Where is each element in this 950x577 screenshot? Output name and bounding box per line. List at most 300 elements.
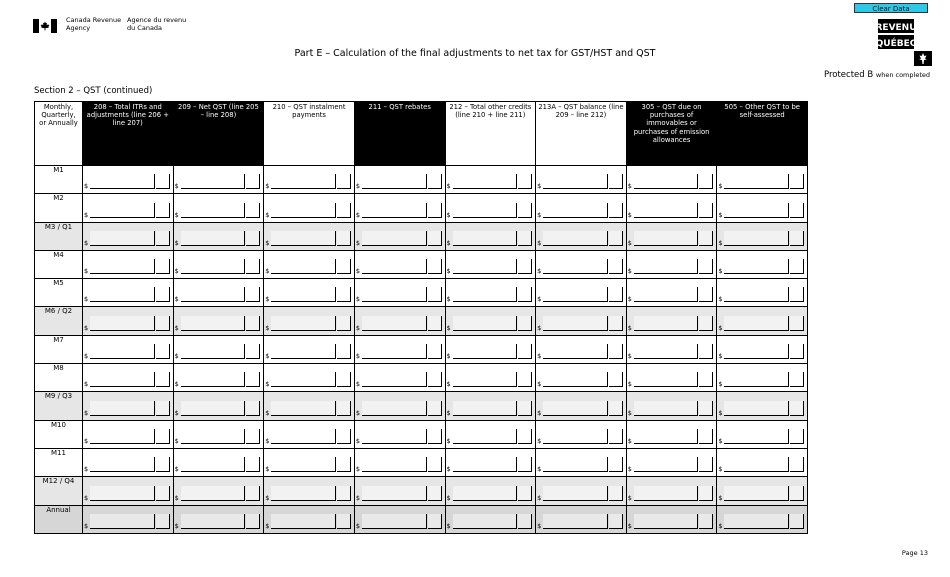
period-label: M1 xyxy=(35,166,83,194)
amount-cents-field[interactable] xyxy=(246,344,260,359)
amount-dollars-field[interactable] xyxy=(543,259,608,274)
amount-dollars-field[interactable] xyxy=(543,401,608,416)
amount-cents-field[interactable] xyxy=(156,344,170,359)
amount-dollars-field[interactable] xyxy=(181,316,246,331)
amount-dollars-field[interactable] xyxy=(362,203,427,218)
amount-cents-field[interactable] xyxy=(246,231,260,246)
amount-cents-field[interactable] xyxy=(790,174,804,189)
dollar-sign: $ xyxy=(84,238,89,247)
amount-cents-field[interactable] xyxy=(699,174,713,189)
dollar-sign: $ xyxy=(265,238,270,247)
amount-cell xyxy=(264,505,355,533)
dollar-sign: $ xyxy=(446,323,451,332)
amount-dollars-field[interactable] xyxy=(543,287,608,302)
amount-cents-field[interactable] xyxy=(699,457,713,472)
dollar-sign: $ xyxy=(174,210,179,219)
amount-cents-field[interactable] xyxy=(246,457,260,472)
amount-dollars-field[interactable] xyxy=(181,259,246,274)
amount-cents-field[interactable] xyxy=(428,287,442,302)
amount-dollars-field[interactable] xyxy=(724,429,789,444)
amount-dollars-field[interactable] xyxy=(362,514,427,529)
amount-cents-field[interactable] xyxy=(156,401,170,416)
amount-cents-field[interactable] xyxy=(699,486,713,501)
amount-cents-field[interactable] xyxy=(337,514,351,529)
amount-cell xyxy=(445,364,536,392)
amount-dollars-field[interactable] xyxy=(90,514,155,529)
amount-dollars-field[interactable] xyxy=(543,316,608,331)
amount-dollars-field[interactable] xyxy=(362,429,427,444)
amount-dollars-field[interactable] xyxy=(362,401,427,416)
dollar-sign: $ xyxy=(174,295,179,304)
amount-dollars-field[interactable] xyxy=(453,372,518,387)
amount-dollars-field[interactable] xyxy=(634,486,699,501)
amount-cents-field[interactable] xyxy=(699,514,713,529)
dollar-sign: $ xyxy=(718,436,723,445)
amount-dollars-field[interactable] xyxy=(543,514,608,529)
amount-dollars-field[interactable] xyxy=(362,316,427,331)
amount-cell xyxy=(264,392,355,420)
amount-dollars-field[interactable] xyxy=(181,401,246,416)
amount-cents-field[interactable] xyxy=(790,203,804,218)
dollar-sign: $ xyxy=(265,493,270,502)
amount-dollars-field[interactable] xyxy=(181,231,246,246)
amount-cents-field[interactable] xyxy=(609,372,623,387)
amount-cents-field[interactable] xyxy=(790,316,804,331)
amount-cents-field[interactable] xyxy=(790,259,804,274)
amount-cell xyxy=(173,250,264,278)
amount-cell xyxy=(173,307,264,335)
amount-dollars-field[interactable] xyxy=(724,514,789,529)
dollar-sign: $ xyxy=(265,295,270,304)
amount-cents-field[interactable] xyxy=(609,316,623,331)
table-row xyxy=(35,364,808,392)
amount-cents-field[interactable] xyxy=(790,514,804,529)
amount-dollars-field[interactable] xyxy=(181,457,246,472)
amount-dollars-field[interactable] xyxy=(724,401,789,416)
amount-cents-field[interactable] xyxy=(246,259,260,274)
amount-dollars-field[interactable] xyxy=(90,316,155,331)
amount-cents-field[interactable] xyxy=(609,259,623,274)
amount-dollars-field[interactable] xyxy=(453,344,518,359)
amount-cents-field[interactable] xyxy=(699,401,713,416)
amount-dollars-field[interactable] xyxy=(181,514,246,529)
amount-dollars-field[interactable] xyxy=(453,203,518,218)
amount-dollars-field[interactable] xyxy=(271,203,336,218)
amount-cell xyxy=(173,448,264,476)
amount-dollars-field[interactable] xyxy=(362,372,427,387)
column-header-1: 209 – Net QST (line 205 – line 208) xyxy=(173,102,264,166)
amount-cents-field[interactable] xyxy=(337,174,351,189)
amount-dollars-field[interactable] xyxy=(634,259,699,274)
amount-dollars-field[interactable] xyxy=(724,344,789,359)
amount-cents-field[interactable] xyxy=(156,203,170,218)
amount-dollars-field[interactable] xyxy=(90,401,155,416)
amount-cents-field[interactable] xyxy=(246,486,260,501)
amount-dollars-field[interactable] xyxy=(90,203,155,218)
amount-dollars-field[interactable] xyxy=(724,174,789,189)
amount-dollars-field[interactable] xyxy=(271,514,336,529)
dollar-sign: $ xyxy=(446,521,451,530)
amount-dollars-field[interactable] xyxy=(181,486,246,501)
amount-dollars-field[interactable] xyxy=(634,514,699,529)
amount-cents-field[interactable] xyxy=(609,514,623,529)
amount-cents-field[interactable] xyxy=(790,372,804,387)
period-label: Annual xyxy=(35,505,83,533)
amount-cents-field[interactable] xyxy=(337,231,351,246)
amount-cents-field[interactable] xyxy=(246,203,260,218)
dollar-sign: $ xyxy=(627,436,632,445)
amount-cents-field[interactable] xyxy=(790,486,804,501)
table-row xyxy=(35,222,808,250)
amount-cents-field[interactable] xyxy=(609,429,623,444)
amount-cents-field[interactable] xyxy=(156,174,170,189)
amount-cell xyxy=(626,420,717,448)
amount-cents-field[interactable] xyxy=(428,203,442,218)
amount-cents-field[interactable] xyxy=(790,429,804,444)
amount-dollars-field[interactable] xyxy=(90,231,155,246)
amount-dollars-field[interactable] xyxy=(543,203,608,218)
amount-dollars-field[interactable] xyxy=(271,287,336,302)
dollar-sign: $ xyxy=(355,493,361,502)
amount-cents-field[interactable] xyxy=(337,287,351,302)
amount-cents-field[interactable] xyxy=(518,316,532,331)
amount-cents-field[interactable] xyxy=(156,372,170,387)
amount-dollars-field[interactable] xyxy=(271,486,336,501)
amount-dollars-field[interactable] xyxy=(634,231,699,246)
amount-dollars-field[interactable] xyxy=(362,231,427,246)
amount-cents-field[interactable] xyxy=(156,231,170,246)
amount-dollars-field[interactable] xyxy=(362,287,427,302)
amount-cents-field[interactable] xyxy=(428,259,442,274)
amount-cents-field[interactable] xyxy=(156,259,170,274)
dollar-sign: $ xyxy=(627,465,632,474)
amount-dollars-field[interactable] xyxy=(634,457,699,472)
amount-cell xyxy=(536,335,627,363)
dollar-sign: $ xyxy=(84,436,89,445)
amount-cents-field[interactable] xyxy=(699,429,713,444)
amount-dollars-field[interactable] xyxy=(634,344,699,359)
amount-dollars-field[interactable] xyxy=(271,401,336,416)
amount-cents-field[interactable] xyxy=(246,514,260,529)
amount-cell xyxy=(536,477,627,505)
amount-dollars-field[interactable] xyxy=(634,401,699,416)
amount-cell xyxy=(354,250,445,278)
amount-dollars-field[interactable] xyxy=(271,316,336,331)
table-header-row xyxy=(35,102,808,166)
period-column-header: Monthly, Quarterly, or Annually xyxy=(35,102,83,166)
amount-cents-field[interactable] xyxy=(337,486,351,501)
table-row xyxy=(35,505,808,533)
amount-cents-field[interactable] xyxy=(609,457,623,472)
dollar-sign: $ xyxy=(84,267,89,276)
amount-cents-field[interactable] xyxy=(428,401,442,416)
amount-dollars-field[interactable] xyxy=(181,344,246,359)
amount-dollars-field[interactable] xyxy=(271,344,336,359)
amount-cell xyxy=(83,448,174,476)
dollar-sign: $ xyxy=(627,380,632,389)
amount-cents-field[interactable] xyxy=(428,457,442,472)
amount-cents-field[interactable] xyxy=(518,287,532,302)
dollar-sign: $ xyxy=(446,238,451,247)
amount-dollars-field[interactable] xyxy=(453,316,518,331)
amount-cents-field[interactable] xyxy=(428,174,442,189)
amount-dollars-field[interactable] xyxy=(543,429,608,444)
dollar-sign: $ xyxy=(537,238,542,247)
amount-cents-field[interactable] xyxy=(699,287,713,302)
canada-flag-icon xyxy=(33,19,57,33)
amount-cents-field[interactable] xyxy=(790,231,804,246)
amount-cents-field[interactable] xyxy=(699,231,713,246)
amount-cell xyxy=(445,194,536,222)
protected-text: Protected B xyxy=(823,70,874,80)
amount-dollars-field[interactable] xyxy=(453,514,518,529)
amount-dollars-field[interactable] xyxy=(543,486,608,501)
amount-cell xyxy=(717,335,808,363)
amount-cell xyxy=(536,279,627,307)
amount-dollars-field[interactable] xyxy=(362,344,427,359)
amount-dollars-field[interactable] xyxy=(724,203,789,218)
amount-cell xyxy=(445,250,536,278)
dollar-sign: $ xyxy=(265,267,270,276)
amount-dollars-field[interactable] xyxy=(362,457,427,472)
dollar-sign: $ xyxy=(265,436,270,445)
amount-cents-field[interactable] xyxy=(790,457,804,472)
amount-dollars-field[interactable] xyxy=(90,259,155,274)
amount-cents-field[interactable] xyxy=(428,372,442,387)
amount-dollars-field[interactable] xyxy=(634,429,699,444)
amount-cents-field[interactable] xyxy=(156,514,170,529)
amount-dollars-field[interactable] xyxy=(724,486,789,501)
amount-cell xyxy=(173,222,264,250)
amount-cents-field[interactable] xyxy=(609,486,623,501)
amount-cell xyxy=(354,279,445,307)
amount-dollars-field[interactable] xyxy=(453,486,518,501)
dollar-sign: $ xyxy=(355,408,361,417)
amount-dollars-field[interactable] xyxy=(271,174,336,189)
amount-cents-field[interactable] xyxy=(699,316,713,331)
amount-cents-field[interactable] xyxy=(246,287,260,302)
dollar-sign: $ xyxy=(265,408,270,417)
amount-cell xyxy=(173,279,264,307)
amount-dollars-field[interactable] xyxy=(453,259,518,274)
dollar-sign: $ xyxy=(355,521,361,530)
amount-dollars-field[interactable] xyxy=(724,372,789,387)
amount-cents-field[interactable] xyxy=(428,231,442,246)
amount-dollars-field[interactable] xyxy=(543,231,608,246)
amount-dollars-field[interactable] xyxy=(724,457,789,472)
amount-dollars-field[interactable] xyxy=(90,287,155,302)
amount-dollars-field[interactable] xyxy=(724,316,789,331)
amount-cents-field[interactable] xyxy=(428,514,442,529)
amount-dollars-field[interactable] xyxy=(543,457,608,472)
amount-cell xyxy=(717,250,808,278)
dollar-sign: $ xyxy=(265,352,270,361)
dollar-sign: $ xyxy=(537,408,542,417)
amount-dollars-field[interactable] xyxy=(181,429,246,444)
amount-dollars-field[interactable] xyxy=(271,372,336,387)
amount-cents-field[interactable] xyxy=(518,401,532,416)
amount-cents-field[interactable] xyxy=(699,344,713,359)
clear-data-button[interactable]: Clear Data xyxy=(854,3,928,13)
amount-cents-field[interactable] xyxy=(428,344,442,359)
amount-cents-field[interactable] xyxy=(609,174,623,189)
amount-cell xyxy=(717,392,808,420)
amount-dollars-field[interactable] xyxy=(271,457,336,472)
amount-dollars-field[interactable] xyxy=(181,287,246,302)
amount-dollars-field[interactable] xyxy=(634,174,699,189)
amount-dollars-field[interactable] xyxy=(90,372,155,387)
agency-name-fr: Agence du revenu du Canada xyxy=(127,16,187,32)
amount-cents-field[interactable] xyxy=(699,203,713,218)
period-label: M7 xyxy=(35,335,83,363)
amount-cents-field[interactable] xyxy=(337,344,351,359)
amount-cell xyxy=(445,477,536,505)
amount-cents-field[interactable] xyxy=(337,457,351,472)
amount-dollars-field[interactable] xyxy=(634,316,699,331)
amount-cell xyxy=(717,420,808,448)
amount-cents-field[interactable] xyxy=(609,344,623,359)
amount-dollars-field[interactable] xyxy=(634,372,699,387)
amount-dollars-field[interactable] xyxy=(90,457,155,472)
amount-cents-field[interactable] xyxy=(246,372,260,387)
amount-cents-field[interactable] xyxy=(609,287,623,302)
amount-cell xyxy=(717,364,808,392)
amount-dollars-field[interactable] xyxy=(453,401,518,416)
amount-cell xyxy=(83,279,174,307)
amount-dollars-field[interactable] xyxy=(362,174,427,189)
amount-cents-field[interactable] xyxy=(156,486,170,501)
amount-cents-field[interactable] xyxy=(337,429,351,444)
amount-dollars-field[interactable] xyxy=(724,287,789,302)
amount-cents-field[interactable] xyxy=(518,457,532,472)
amount-dollars-field[interactable] xyxy=(181,203,246,218)
dollar-sign: $ xyxy=(174,380,179,389)
amount-dollars-field[interactable] xyxy=(453,457,518,472)
amount-cents-field[interactable] xyxy=(428,486,442,501)
amount-cell xyxy=(264,222,355,250)
amount-cents-field[interactable] xyxy=(609,231,623,246)
amount-cell xyxy=(173,166,264,194)
amount-cell xyxy=(626,279,717,307)
amount-cents-field[interactable] xyxy=(246,401,260,416)
dollar-sign: $ xyxy=(174,465,179,474)
dollar-sign: $ xyxy=(84,182,89,191)
amount-dollars-field[interactable] xyxy=(181,372,246,387)
amount-dollars-field[interactable] xyxy=(634,203,699,218)
amount-cell xyxy=(445,222,536,250)
amount-cell xyxy=(83,194,174,222)
amount-cents-field[interactable] xyxy=(518,203,532,218)
amount-cents-field[interactable] xyxy=(246,316,260,331)
amount-dollars-field[interactable] xyxy=(90,429,155,444)
amount-cents-field[interactable] xyxy=(156,429,170,444)
amount-cents-field[interactable] xyxy=(156,316,170,331)
amount-dollars-field[interactable] xyxy=(453,174,518,189)
amount-dollars-field[interactable] xyxy=(453,231,518,246)
amount-cents-field[interactable] xyxy=(790,344,804,359)
amount-cell xyxy=(536,392,627,420)
amount-cents-field[interactable] xyxy=(518,429,532,444)
amount-cents-field[interactable] xyxy=(428,429,442,444)
amount-cents-field[interactable] xyxy=(518,259,532,274)
amount-dollars-field[interactable] xyxy=(634,287,699,302)
amount-cents-field[interactable] xyxy=(156,457,170,472)
amount-dollars-field[interactable] xyxy=(362,259,427,274)
amount-dollars-field[interactable] xyxy=(453,429,518,444)
amount-cents-field[interactable] xyxy=(790,287,804,302)
amount-cents-field[interactable] xyxy=(518,174,532,189)
amount-dollars-field[interactable] xyxy=(724,231,789,246)
agency-name-en: Canada Revenue Agency xyxy=(66,16,122,32)
amount-cents-field[interactable] xyxy=(699,372,713,387)
table-row xyxy=(35,335,808,363)
amount-cents-field[interactable] xyxy=(337,401,351,416)
amount-cell xyxy=(445,335,536,363)
amount-cents-field[interactable] xyxy=(428,316,442,331)
amount-cell xyxy=(83,505,174,533)
amount-cents-field[interactable] xyxy=(699,259,713,274)
dollar-sign: $ xyxy=(84,210,89,219)
amount-dollars-field[interactable] xyxy=(543,174,608,189)
cra-logo xyxy=(33,17,187,33)
amount-cents-field[interactable] xyxy=(518,344,532,359)
amount-cell xyxy=(626,250,717,278)
amount-cents-field[interactable] xyxy=(790,401,804,416)
amount-dollars-field[interactable] xyxy=(181,174,246,189)
dollar-sign: $ xyxy=(355,182,361,191)
dollar-sign: $ xyxy=(537,521,542,530)
amount-cell xyxy=(354,307,445,335)
amount-cell xyxy=(717,307,808,335)
amount-cents-field[interactable] xyxy=(518,372,532,387)
amount-dollars-field[interactable] xyxy=(271,231,336,246)
amount-cents-field[interactable] xyxy=(609,203,623,218)
amount-cents-field[interactable] xyxy=(609,401,623,416)
dollar-sign: $ xyxy=(355,380,361,389)
amount-cents-field[interactable] xyxy=(518,231,532,246)
amount-cents-field[interactable] xyxy=(337,203,351,218)
amount-cell xyxy=(626,477,717,505)
amount-dollars-field[interactable] xyxy=(90,344,155,359)
dollar-sign: $ xyxy=(627,323,632,332)
rq-logo-line2: QUÉBEC xyxy=(878,39,917,49)
amount-cents-field[interactable] xyxy=(337,259,351,274)
amount-dollars-field[interactable] xyxy=(724,259,789,274)
amount-cents-field[interactable] xyxy=(337,372,351,387)
amount-dollars-field[interactable] xyxy=(362,486,427,501)
amount-cents-field[interactable] xyxy=(156,287,170,302)
amount-cents-field[interactable] xyxy=(246,429,260,444)
dollar-sign: $ xyxy=(84,352,89,361)
amount-dollars-field[interactable] xyxy=(90,174,155,189)
amount-cents-field[interactable] xyxy=(518,514,532,529)
dollar-sign: $ xyxy=(174,493,179,502)
amount-cell xyxy=(626,194,717,222)
amount-cents-field[interactable] xyxy=(518,486,532,501)
amount-dollars-field[interactable] xyxy=(271,259,336,274)
amount-dollars-field[interactable] xyxy=(271,429,336,444)
dollar-sign: $ xyxy=(537,295,542,304)
amount-dollars-field[interactable] xyxy=(543,372,608,387)
amount-dollars-field[interactable] xyxy=(543,344,608,359)
amount-dollars-field[interactable] xyxy=(453,287,518,302)
dollar-sign: $ xyxy=(718,323,723,332)
amount-dollars-field[interactable] xyxy=(90,486,155,501)
amount-cell xyxy=(717,222,808,250)
amount-cents-field[interactable] xyxy=(337,316,351,331)
amount-cents-field[interactable] xyxy=(246,174,260,189)
amount-cell xyxy=(83,250,174,278)
